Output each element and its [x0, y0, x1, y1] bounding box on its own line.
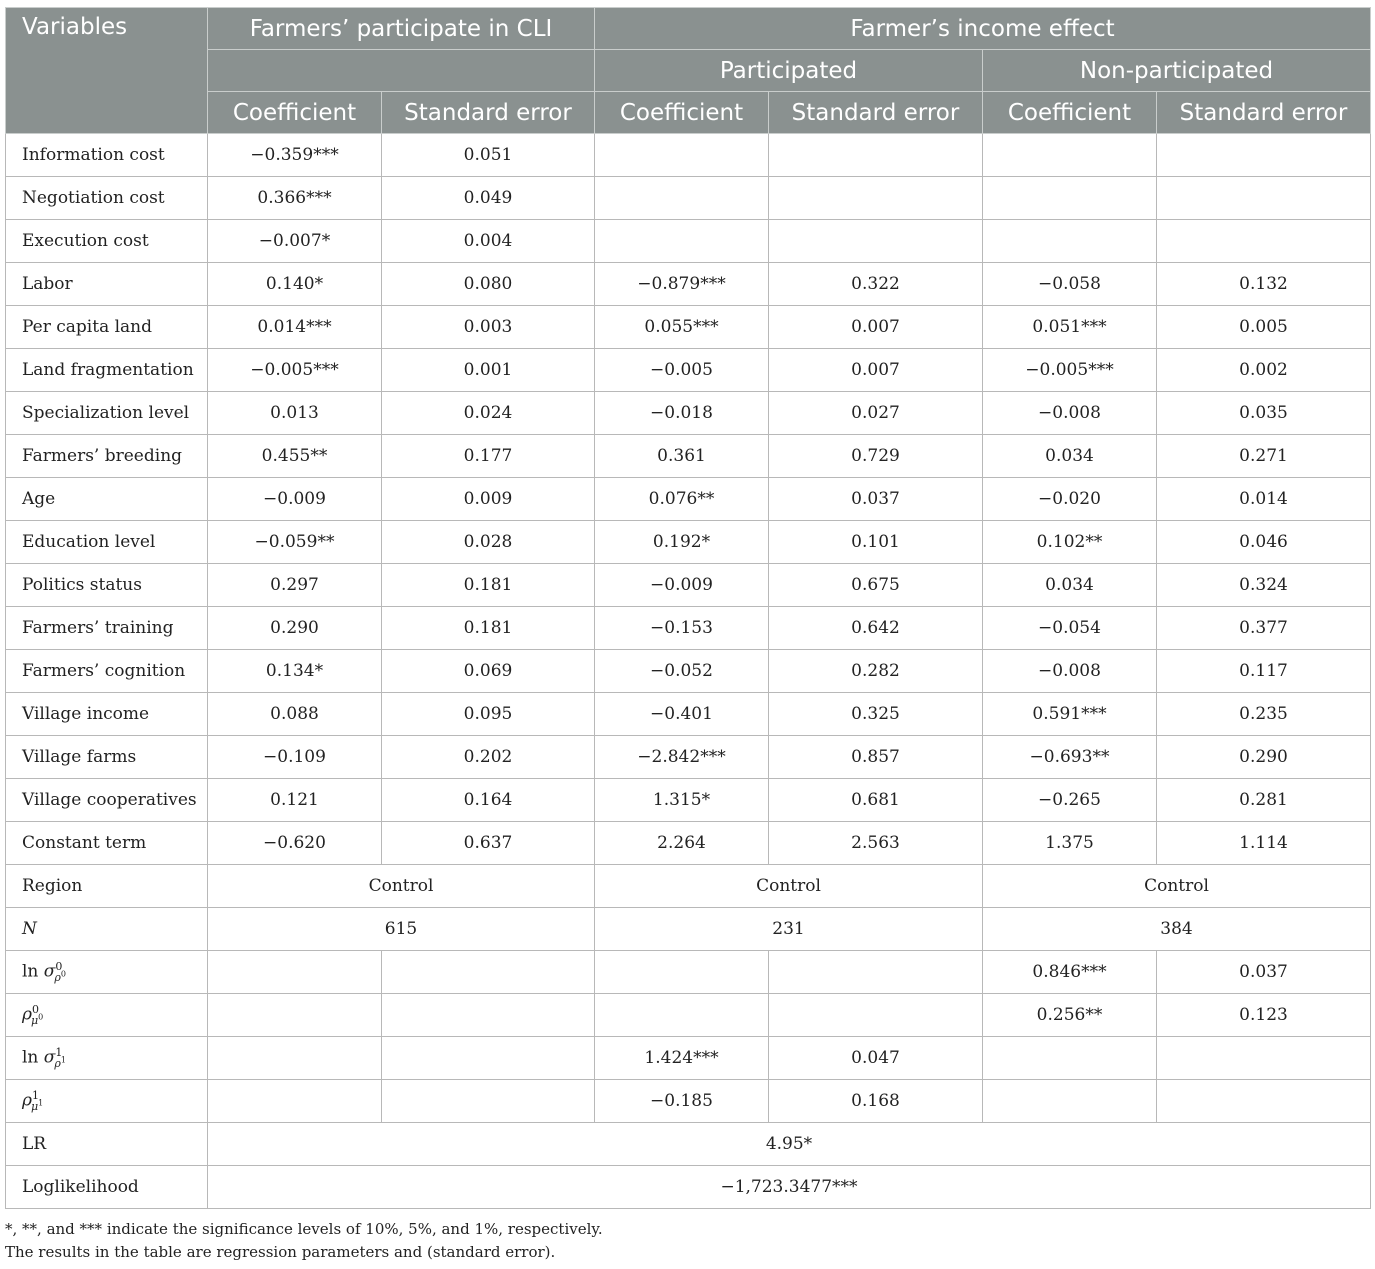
cli-coefficient: 0.297	[208, 564, 382, 607]
income-effect-header: Farmer’s income effect	[595, 8, 1371, 50]
participated-standard-error: 0.007	[769, 349, 983, 392]
participated-coefficient: −0.052	[595, 650, 769, 693]
ln-sigma0-standard-error: 0.037	[1157, 951, 1371, 994]
variable-label: Farmers’ cognition	[6, 650, 208, 693]
non-participated-coefficient: 0.034	[983, 564, 1157, 607]
cli-standard-error: 0.181	[382, 607, 595, 650]
participated-coefficient: 1.315*	[595, 779, 769, 822]
rho0-label: $\rho^0_{\mu^0}$	[6, 994, 208, 1037]
variable-label: Per capita land	[6, 306, 208, 349]
n-participated: 231	[595, 908, 983, 951]
non-participated-coefficient: −0.008	[983, 392, 1157, 435]
non-participated-header: Non-participated	[983, 50, 1371, 92]
table-row	[6, 306, 1371, 349]
n-cli: 615	[208, 908, 595, 951]
non-participated-coefficient: −0.693**	[983, 736, 1157, 779]
rho0-row	[6, 994, 1371, 1037]
standard-error-header-participated: Standard error	[769, 92, 983, 134]
variable-label: Village income	[6, 693, 208, 736]
non-participated-coefficient: −0.005***	[983, 349, 1157, 392]
non-participated-coefficient: −0.008	[983, 650, 1157, 693]
loglikelihood-row	[6, 1166, 1371, 1209]
participated-coefficient: 0.361	[595, 435, 769, 478]
cli-standard-error: 0.181	[382, 564, 595, 607]
loglikelihood-label: Loglikelihood	[6, 1166, 208, 1209]
cli-standard-error: 0.049	[382, 177, 595, 220]
table-row	[6, 349, 1371, 392]
loglikelihood-value: −1,723.3477***	[208, 1166, 1371, 1209]
non-participated-standard-error	[1157, 177, 1371, 220]
rho0-standard-error: 0.123	[1157, 994, 1371, 1037]
participated-coefficient: 0.192*	[595, 521, 769, 564]
cli-coefficient: −0.109	[208, 736, 382, 779]
region-cli: Control	[208, 865, 595, 908]
variable-label: Politics status	[6, 564, 208, 607]
variable-label: Education level	[6, 521, 208, 564]
significance-note: *, **, and *** indicate the significance levels of 10%, 5%, and 1%, respectively.	[5, 1220, 603, 1238]
results-note: The results in the table are regression parameters and (standard error).	[5, 1243, 556, 1261]
n-row	[6, 908, 1371, 951]
variable-label: Information cost	[6, 134, 208, 177]
ln-sigma0-coefficient: 0.846***	[983, 951, 1157, 994]
non-participated-standard-error: 0.002	[1157, 349, 1371, 392]
non-participated-coefficient: 0.051***	[983, 306, 1157, 349]
lr-label: LR	[6, 1123, 208, 1166]
ln-sigma0-row	[6, 951, 1371, 994]
coefficient-header-participated: Coefficient	[595, 92, 769, 134]
cli-coefficient: 0.366***	[208, 177, 382, 220]
variables-header: Variables	[6, 8, 208, 134]
cli-coefficient: 0.290	[208, 607, 382, 650]
cli-coefficient: −0.005***	[208, 349, 382, 392]
rho1-coefficient: −0.185	[595, 1080, 769, 1123]
participated-standard-error: 0.729	[769, 435, 983, 478]
non-participated-standard-error: 0.117	[1157, 650, 1371, 693]
variable-label: Farmers’ breeding	[6, 435, 208, 478]
table-row	[6, 220, 1371, 263]
table-body	[6, 134, 1371, 865]
participated-coefficient: −2.842***	[595, 736, 769, 779]
participated-standard-error	[769, 177, 983, 220]
table-row	[6, 693, 1371, 736]
non-participated-standard-error	[1157, 134, 1371, 177]
cli-coefficient: −0.620	[208, 822, 382, 865]
ln-sigma1-row	[6, 1037, 1371, 1080]
participated-coefficient: 0.055***	[595, 306, 769, 349]
ln-sigma1-label: $\ln \sigma^1_{\rho^1}$	[6, 1037, 208, 1080]
non-participated-standard-error: 0.132	[1157, 263, 1371, 306]
cli-header: Farmers’ participate in CLI	[208, 8, 595, 50]
table-row	[6, 650, 1371, 693]
variable-label: Age	[6, 478, 208, 521]
participated-coefficient: −0.005	[595, 349, 769, 392]
ln-sigma1-coefficient: 1.424***	[595, 1037, 769, 1080]
non-participated-standard-error: 0.324	[1157, 564, 1371, 607]
cli-standard-error: 0.177	[382, 435, 595, 478]
non-participated-standard-error: 0.290	[1157, 736, 1371, 779]
non-participated-coefficient: −0.054	[983, 607, 1157, 650]
variable-label: Execution cost	[6, 220, 208, 263]
region-non-participated: Control	[983, 865, 1371, 908]
rho1-label: $\rho^1_{\mu^1}$	[6, 1080, 208, 1123]
cli-standard-error: 0.024	[382, 392, 595, 435]
ln-sigma0-label: $\ln \sigma^0_{\rho^0}$	[6, 951, 208, 994]
participated-coefficient	[595, 177, 769, 220]
table-row	[6, 822, 1371, 865]
participated-coefficient: 2.264	[595, 822, 769, 865]
table-row	[6, 564, 1371, 607]
table-row	[6, 779, 1371, 822]
cli-coefficient: 0.134*	[208, 650, 382, 693]
cli-standard-error: 0.003	[382, 306, 595, 349]
coefficient-header-cli: Coefficient	[208, 92, 382, 134]
cli-coefficient: 0.455**	[208, 435, 382, 478]
table-row	[6, 392, 1371, 435]
table-row	[6, 736, 1371, 779]
standard-error-header-cli: Standard error	[382, 92, 595, 134]
participated-standard-error: 0.322	[769, 263, 983, 306]
non-participated-coefficient: 1.375	[983, 822, 1157, 865]
variable-label: Labor	[6, 263, 208, 306]
table-row	[6, 263, 1371, 306]
cli-coefficient: −0.007*	[208, 220, 382, 263]
cli-standard-error: 0.095	[382, 693, 595, 736]
cli-standard-error: 0.080	[382, 263, 595, 306]
participated-standard-error: 0.027	[769, 392, 983, 435]
non-participated-coefficient: 0.102**	[983, 521, 1157, 564]
non-participated-standard-error: 1.114	[1157, 822, 1371, 865]
cli-standard-error: 0.028	[382, 521, 595, 564]
non-participated-coefficient	[983, 220, 1157, 263]
n-label: N	[6, 908, 208, 951]
table-summary	[6, 865, 1371, 1209]
cli-coefficient: −0.009	[208, 478, 382, 521]
participated-coefficient: −0.401	[595, 693, 769, 736]
participated-standard-error: 0.642	[769, 607, 983, 650]
non-participated-coefficient	[983, 134, 1157, 177]
cli-standard-error: 0.637	[382, 822, 595, 865]
variable-label: Farmers’ training	[6, 607, 208, 650]
cli-standard-error: 0.164	[382, 779, 595, 822]
table-row	[6, 521, 1371, 564]
cli-standard-error: 0.004	[382, 220, 595, 263]
non-participated-standard-error: 0.281	[1157, 779, 1371, 822]
cli-coefficient: 0.140*	[208, 263, 382, 306]
variable-label: Land fragmentation	[6, 349, 208, 392]
non-participated-coefficient: 0.034	[983, 435, 1157, 478]
table-row	[6, 607, 1371, 650]
table-notes	[5, 1218, 603, 1264]
cli-standard-error: 0.001	[382, 349, 595, 392]
participated-standard-error: 0.325	[769, 693, 983, 736]
table-row	[6, 435, 1371, 478]
variable-label: Negotiation cost	[6, 177, 208, 220]
ln-sigma1-standard-error: 0.047	[769, 1037, 983, 1080]
participated-coefficient	[595, 220, 769, 263]
table-row	[6, 134, 1371, 177]
participated-standard-error: 0.857	[769, 736, 983, 779]
regression-table	[5, 7, 1371, 1209]
participated-standard-error	[769, 134, 983, 177]
table-header	[6, 8, 1371, 134]
participated-coefficient	[595, 134, 769, 177]
participated-coefficient: −0.153	[595, 607, 769, 650]
cli-coefficient: 0.088	[208, 693, 382, 736]
region-label: Region	[6, 865, 208, 908]
non-participated-standard-error: 0.271	[1157, 435, 1371, 478]
rho1-standard-error: 0.168	[769, 1080, 983, 1123]
region-row	[6, 865, 1371, 908]
non-participated-standard-error: 0.014	[1157, 478, 1371, 521]
participated-coefficient: −0.009	[595, 564, 769, 607]
cli-standard-error: 0.202	[382, 736, 595, 779]
region-participated: Control	[595, 865, 983, 908]
cli-coefficient: −0.359***	[208, 134, 382, 177]
variable-label: Village farms	[6, 736, 208, 779]
participated-coefficient: −0.018	[595, 392, 769, 435]
participated-standard-error	[769, 220, 983, 263]
non-participated-standard-error: 0.377	[1157, 607, 1371, 650]
participated-standard-error: 0.282	[769, 650, 983, 693]
variable-label: Constant term	[6, 822, 208, 865]
cli-coefficient: 0.014***	[208, 306, 382, 349]
participated-standard-error: 0.101	[769, 521, 983, 564]
participated-standard-error: 0.037	[769, 478, 983, 521]
cli-subheader-blank	[208, 50, 595, 92]
non-participated-coefficient: −0.058	[983, 263, 1157, 306]
non-participated-coefficient	[983, 177, 1157, 220]
non-participated-standard-error: 0.035	[1157, 392, 1371, 435]
table-row	[6, 478, 1371, 521]
non-participated-standard-error: 0.046	[1157, 521, 1371, 564]
non-participated-coefficient: −0.020	[983, 478, 1157, 521]
participated-standard-error: 2.563	[769, 822, 983, 865]
cli-coefficient: 0.013	[208, 392, 382, 435]
cli-standard-error: 0.051	[382, 134, 595, 177]
cli-coefficient: 0.121	[208, 779, 382, 822]
rho0-coefficient: 0.256**	[983, 994, 1157, 1037]
cli-standard-error: 0.009	[382, 478, 595, 521]
standard-error-header-non-participated: Standard error	[1157, 92, 1371, 134]
non-participated-standard-error: 0.005	[1157, 306, 1371, 349]
participated-coefficient: 0.076**	[595, 478, 769, 521]
participated-standard-error: 0.681	[769, 779, 983, 822]
n-non-participated: 384	[983, 908, 1371, 951]
non-participated-coefficient: 0.591***	[983, 693, 1157, 736]
cli-coefficient: −0.059**	[208, 521, 382, 564]
coefficient-header-non-participated: Coefficient	[983, 92, 1157, 134]
lr-value: 4.95*	[208, 1123, 1371, 1166]
rho1-row	[6, 1080, 1371, 1123]
non-participated-coefficient: −0.265	[983, 779, 1157, 822]
participated-header: Participated	[595, 50, 983, 92]
variable-label: Village cooperatives	[6, 779, 208, 822]
regression-table-container	[5, 7, 1370, 1209]
variable-label: Specialization level	[6, 392, 208, 435]
cli-standard-error: 0.069	[382, 650, 595, 693]
participated-standard-error: 0.675	[769, 564, 983, 607]
non-participated-standard-error: 0.235	[1157, 693, 1371, 736]
lr-row	[6, 1123, 1371, 1166]
participated-coefficient: −0.879***	[595, 263, 769, 306]
non-participated-standard-error	[1157, 220, 1371, 263]
table-row	[6, 177, 1371, 220]
participated-standard-error: 0.007	[769, 306, 983, 349]
